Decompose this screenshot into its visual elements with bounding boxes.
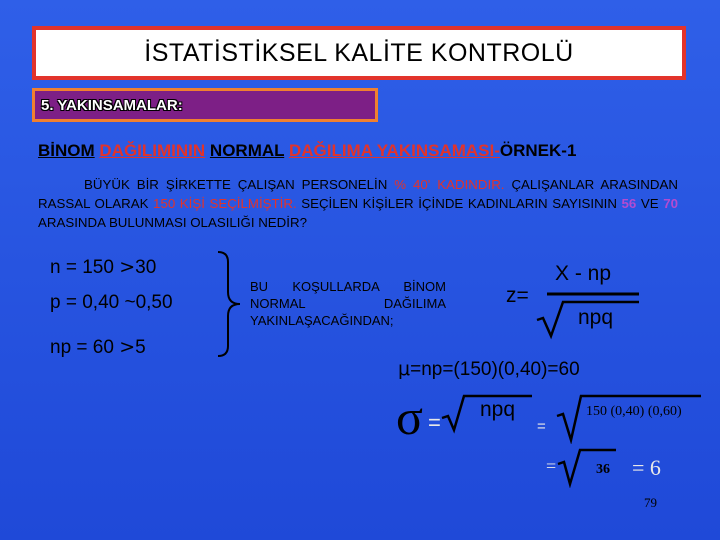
greater-than-symbol: > <box>119 256 136 278</box>
sigma-equals-2: = <box>537 418 546 435</box>
example-heading <box>38 141 576 161</box>
problem-text: ÇALIŞANLAR ARASINDAN RASSAL OLARAK <box>38 177 678 211</box>
condition-n <box>50 256 156 279</box>
problem-text: VE <box>636 196 664 211</box>
sqrt-value: 36 <box>596 462 610 477</box>
problem-lower-bound: 56 <box>621 196 637 211</box>
z-numerator: X - np <box>555 262 612 285</box>
problem-upper-bound: 70 <box>663 196 678 211</box>
z-denominator: npq <box>578 306 614 329</box>
greater-than-symbol: > <box>119 336 136 358</box>
sigma-values: 150 (0,40) (0,60) <box>586 404 682 419</box>
problem-statement <box>38 175 678 232</box>
z-symbol: z= <box>506 284 529 307</box>
mu-line <box>398 358 580 381</box>
problem-text: ARASINDA BULUNMASI OLASILIĞI NEDİR? <box>38 215 307 230</box>
sqrt-equals: = <box>546 456 557 476</box>
heading-part-dagiliminin: DAĞILIMININ <box>99 141 206 160</box>
mu-equation: =np=(150)(0,40)=60 <box>410 359 580 380</box>
problem-text: SEÇİLEN KİŞİLER İÇİNDE KADINLARIN SAYISININ <box>296 196 622 211</box>
condition-n-right: 30 <box>135 257 157 278</box>
problem-text: BÜYÜK BİR ŞİRKETTE ÇALIŞAN PERSONELİN <box>84 177 395 192</box>
mu-symbol: μ <box>398 358 411 380</box>
section-label: 5. YAKINSAMALAR: <box>41 96 183 114</box>
condition-n-left: n = 150 <box>50 257 120 278</box>
condition-p: p = 0,40 ~0,50 <box>50 292 173 313</box>
sigma-equals: = <box>428 410 441 435</box>
problem-percent: % 40' KADINDIR. <box>394 177 505 192</box>
conclusion-text: BU KOŞULLARDA BİNOM NORMAL DAĞILIMA YAKINLAŞACAĞINDAN; <box>250 279 446 328</box>
sigma-result: = 6 <box>632 455 661 480</box>
heading-part-binom: BİNOM <box>38 141 95 160</box>
slide-title: İSTATİSTİKSEL KALİTE KONTROLÜ <box>144 38 574 67</box>
sigma-symbol: σ <box>396 389 423 445</box>
heading-part-yakinsamasi: DAĞILIMA YAKINSAMASI- <box>288 141 500 160</box>
page-number: 79 <box>644 495 657 510</box>
section-label-box <box>32 88 378 122</box>
condition-np <box>50 336 146 359</box>
condition-np-right: 5 <box>135 337 146 358</box>
sigma-npq: npq <box>480 398 516 421</box>
condition-np-left: np = 60 <box>50 337 120 358</box>
heading-part-ornek: ÖRNEK-1 <box>499 141 577 160</box>
problem-sample-size: 150 KİŞİ SEÇİLMİŞTİR. <box>153 196 297 211</box>
sqrt-icon <box>556 446 620 488</box>
slide-title-box <box>32 26 686 80</box>
right-brace-icon <box>214 250 246 358</box>
heading-part-normal: NORMAL <box>209 141 285 160</box>
